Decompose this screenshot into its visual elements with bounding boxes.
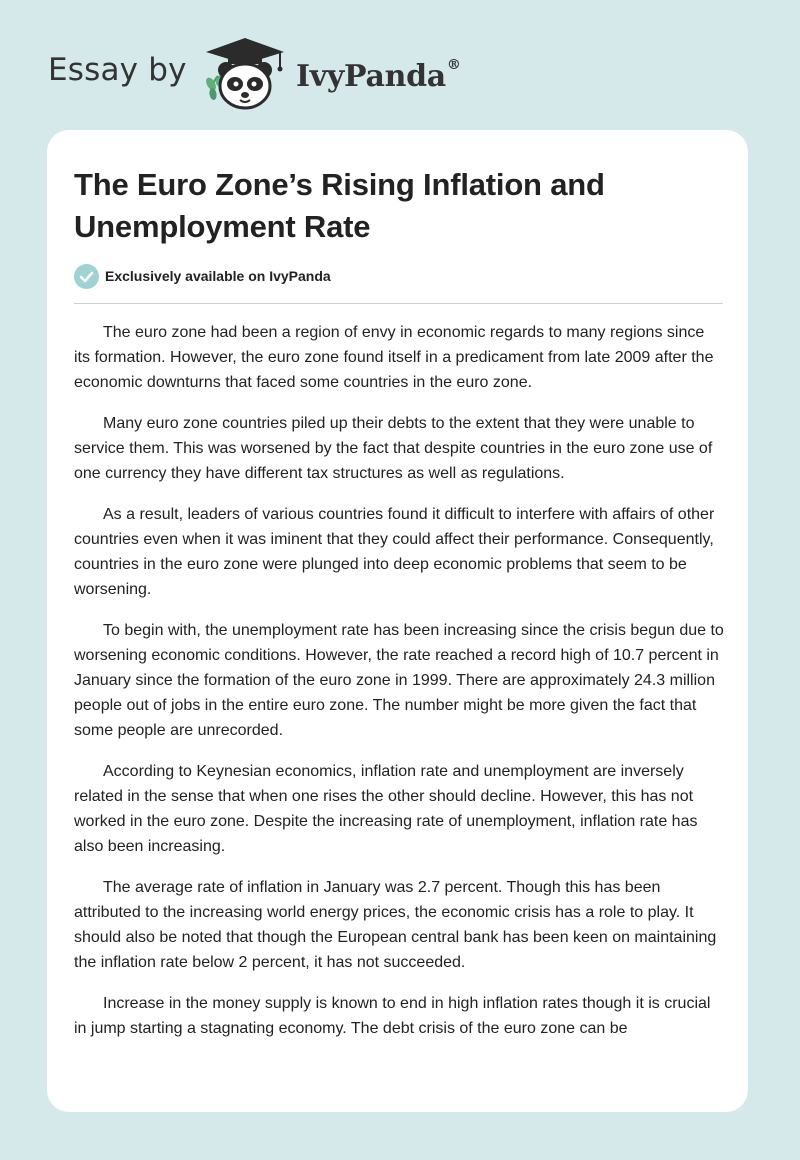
registered-mark: ® xyxy=(446,57,461,73)
paragraph: The euro zone had been a region of envy in economic regards to many regions since its formation. However, the euro zone found itself in a predicament from late 2009 after the economic downturns that faced some countries in the euro zone. xyxy=(74,324,714,391)
page-title: The Euro Zone’s Rising Inflation and Unemployment Rate xyxy=(74,167,605,244)
exclusive-badge xyxy=(74,263,331,289)
exclusive-badge-text: Exclusively available on IvyPanda xyxy=(105,268,331,284)
article-body xyxy=(74,320,724,1057)
check-circle-icon xyxy=(74,264,99,289)
panda-graduate-icon[interactable] xyxy=(200,34,292,110)
paragraph: Many euro zone countries piled up their debts to the extent that they were unable to service them. This was worsened by the fact that despite countries in the euro zone use of one currency they have different tax structures as well as regulations. xyxy=(74,415,713,482)
essay-by-label: Essay by xyxy=(48,52,187,88)
paragraph: According to Keynesian economics, inflation rate and unemployment are inversely related in the sense that when one rises the other should decline. However, this has not worked in the euro zone. Despite the increasing rate of unemployment, inflation rate has also been increasing. xyxy=(74,763,698,855)
article-card xyxy=(47,130,748,1112)
divider xyxy=(74,303,723,304)
brand-name[interactable] xyxy=(296,53,461,95)
brand-text: IvyPanda xyxy=(296,59,446,94)
paragraph: The average rate of inflation in January was 2.7 percent. Though this has been attributed to the increasing world energy prices, the economic crisis has a role to play. It should also be noted that though the European central bank has been keen on maintaining the inflation rate below 2 percent, it has not succeeded. xyxy=(74,879,717,971)
paragraph: Increase in the money supply is known to end in high inflation rates though it is crucial in jump starting a stagnating economy. The debt crisis of the euro zone can be xyxy=(74,995,711,1037)
paragraph: As a result, leaders of various countries found it difficult to interfere with affairs of other countries even when it was iminent that they could affect their performance. Consequently, countries in the euro zone were plunged into deep economic problems that seem to be worsening. xyxy=(74,506,715,598)
paragraph: To begin with, the unemployment rate has been increasing since the crisis begun due to worsening economic conditions. However, the rate reached a record high of 10.7 percent in January since the formation of the euro zone in 1999. There are approximately 24.3 million people out of jobs in the entire euro zone. The number might be more given the fact that some people are unrecorded. xyxy=(74,622,724,739)
site-header xyxy=(0,0,800,125)
